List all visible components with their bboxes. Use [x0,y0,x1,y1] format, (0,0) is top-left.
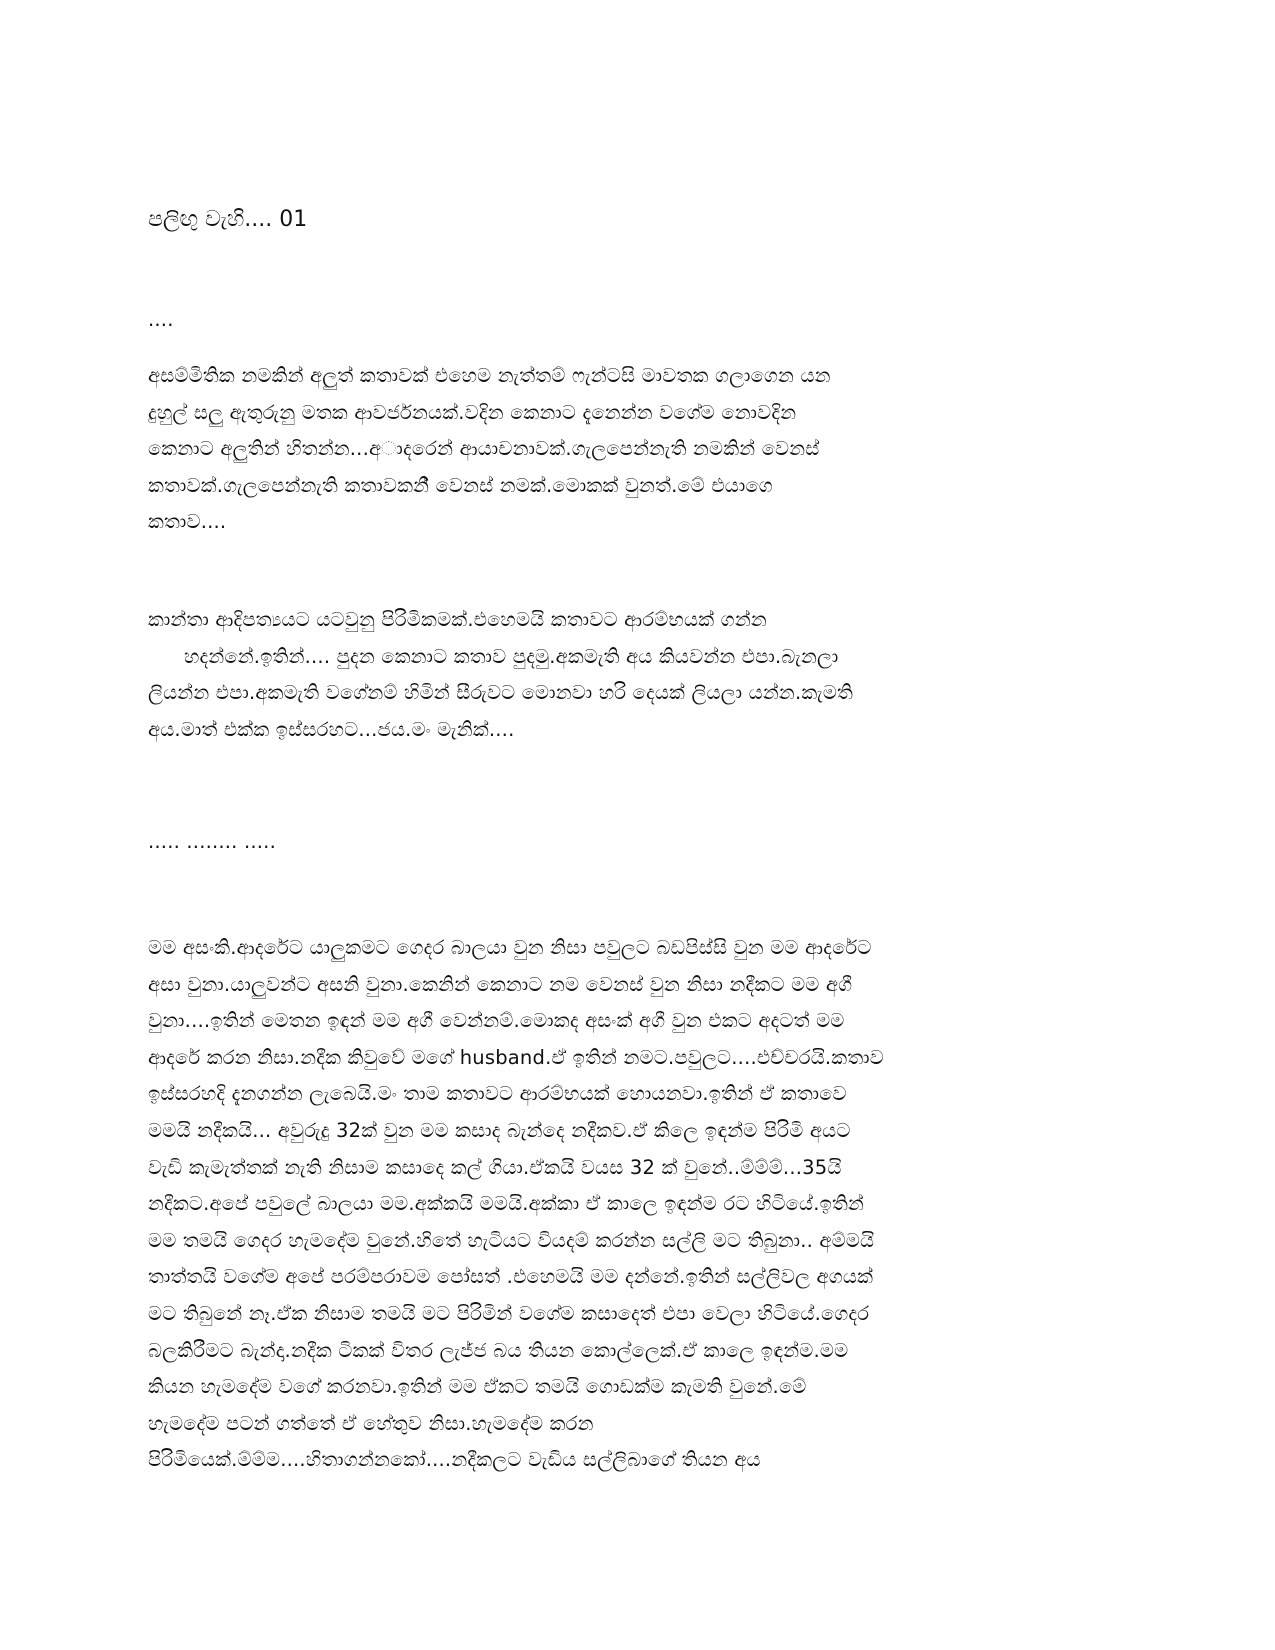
text-line: මම තමයි ගෙදර හැමදේම වුනේ.හිතේ හැටියට වියදම් කරන්න සල්ලි මට තිබුනා.. අම්මයි [148,1228,875,1252]
text-line: පිරිමියෙක්.ම්ම්ම....හිතාගන්නකෝ....නදීකලට වැඩිය සල්ලිබාගේ තියන අය [148,1448,761,1472]
text-line: ඉස්සරහදි දැනගන්න ලැබෙයි.මං තාම කතාවට ආරම්භයක් හොයනවා.ඉතින් ඒ කතාවෙ [148,1082,847,1106]
text-line: කාන්තා ආදිපත්‍යයට යටවුනු පිරිමිකමක්.එහෙමයි කතාවට ආරම්භයක් ගන්න [148,608,767,631]
text-line: හදන්නේ.ඉතින්.... පුදන කෙනාට කතාව පුදමු.අකමැති අය කියවන්න එපා.බැනලා [184,644,839,668]
text-line: නදීකට.අපේ පවුලේ බාලයා මම.අක්කයි මමයි.අක්කා ඒ කාලෙ ඉඳන්ම රට හිටියේ.ඉතින් [148,1192,865,1216]
text-line: කියන හැමදේම වගේ කරනවා.ඉතින් මම ඒකට තමයි ගොඩක්ම කැමති වුනේ.මේ [148,1375,807,1399]
separator-dots: .... [148,308,174,331]
text-line: වැඩි කැමැත්තක් නැති නිසාම කසාදෙ කල් ගියා.ඒකයි වයස 32 ක් වුනේ..ම්ම්ම්...35යි [148,1155,842,1179]
text-line: තාත්තයි වගේම අපේ පරම්පරාවම පෝසත් .එහෙමයි මම දන්නේ.ඉතින් සල්ලිවල අගයක් [148,1265,874,1289]
text-line: කතාව.... [148,510,227,534]
text-line: කෙනාට අලුතින් හිතන්න...අාදරෙන් ආයාචනාවක්.ගැලපෙන්නැති නමකින් වෙනස් [148,437,820,461]
paragraph-intro [148,358,1118,541]
separator-dots: ..... ........ ..... [148,830,276,853]
text-line: ලියන්න එපා.අකමැති වගේනම් හිමින් සීරුවට මොනවා හරි දෙයක් ලියලා යන්න.කැමති [148,681,854,705]
text-line: අය.මාත් එක්ක ඉස්සරහට...ජය.මං මැනික්.... [148,717,515,741]
text-line: හැමදේම පටන් ගත්තේ ඒ හේතුව නිසා.හැමදේම කරන [148,1411,594,1435]
paragraph-story [148,930,1118,1479]
paragraph-preface [148,602,1118,748]
text-line: දුහුල් සලු ඇතුරුනු මතක ආවර්ජනයක්.වදින කෙනාට දැනෙන්න වගේම නොවදින [148,400,797,424]
text-line: අසම්මිතික නමකින් අලුත් කතාවක් එහෙම නැත්තම් ෆැන්ටසි මාවතක ගලාගෙන යන [148,364,831,387]
text-line: ආදරේ කරන නිසා.නදීක කිවුවේ මගේ husband.ඒ ඉතින් නමට.පවුලට....එච්චරයි.කතාව [148,1045,885,1069]
text-line: මට තිබුනේ නෑ.ඒක නිසාම තමයි මට පිරිමින් වගේම කසාදෙත් එපා වෙලා හිටියේ.ගෙදර [148,1301,870,1325]
text-line: වුනා....ඉතින් මෙතන ඉඳන් මම අගී වෙන්නම්.මොකද අසංක් අගී වුන එකට අදටත් මම [148,1009,845,1033]
text-line: බලකිරීමට බැන්දා.නදීක ටිකක් විතර ලැජ්ජ බය තියන කොල්ලෙක්.ඒ කාලෙ ඉඳන්ම.මම [148,1338,849,1362]
document-title: පලිඟු වැහි.... 01 [148,207,308,232]
text-line: අසා වුනා.යාලුවන්ට අසනි වුනා.කෙනින් කෙනාට නම වෙනස් වුන නිසා නදීකට මම අගී [148,972,853,996]
text-line: මමයි නදීකයි... අවුරුදු 32ක් වුන මම කසාද බැන්දෙ නදීකව.ඒ කිලෙ ඉඳන්ම පිරිමි අයට [148,1118,851,1142]
text-line: මම අසංකි.ආදරේට යාලුකමට ගෙදර බාලයා වුන නිසා පවුලට බඩපිස්සි වුන මම ආදරේට [148,936,872,959]
text-line: කතාවක්.ගැලපෙන්නැති කතාවකනි් වෙනස් නමක්.මොකක් වුනත්.මේ එයාගෙ [148,473,773,497]
